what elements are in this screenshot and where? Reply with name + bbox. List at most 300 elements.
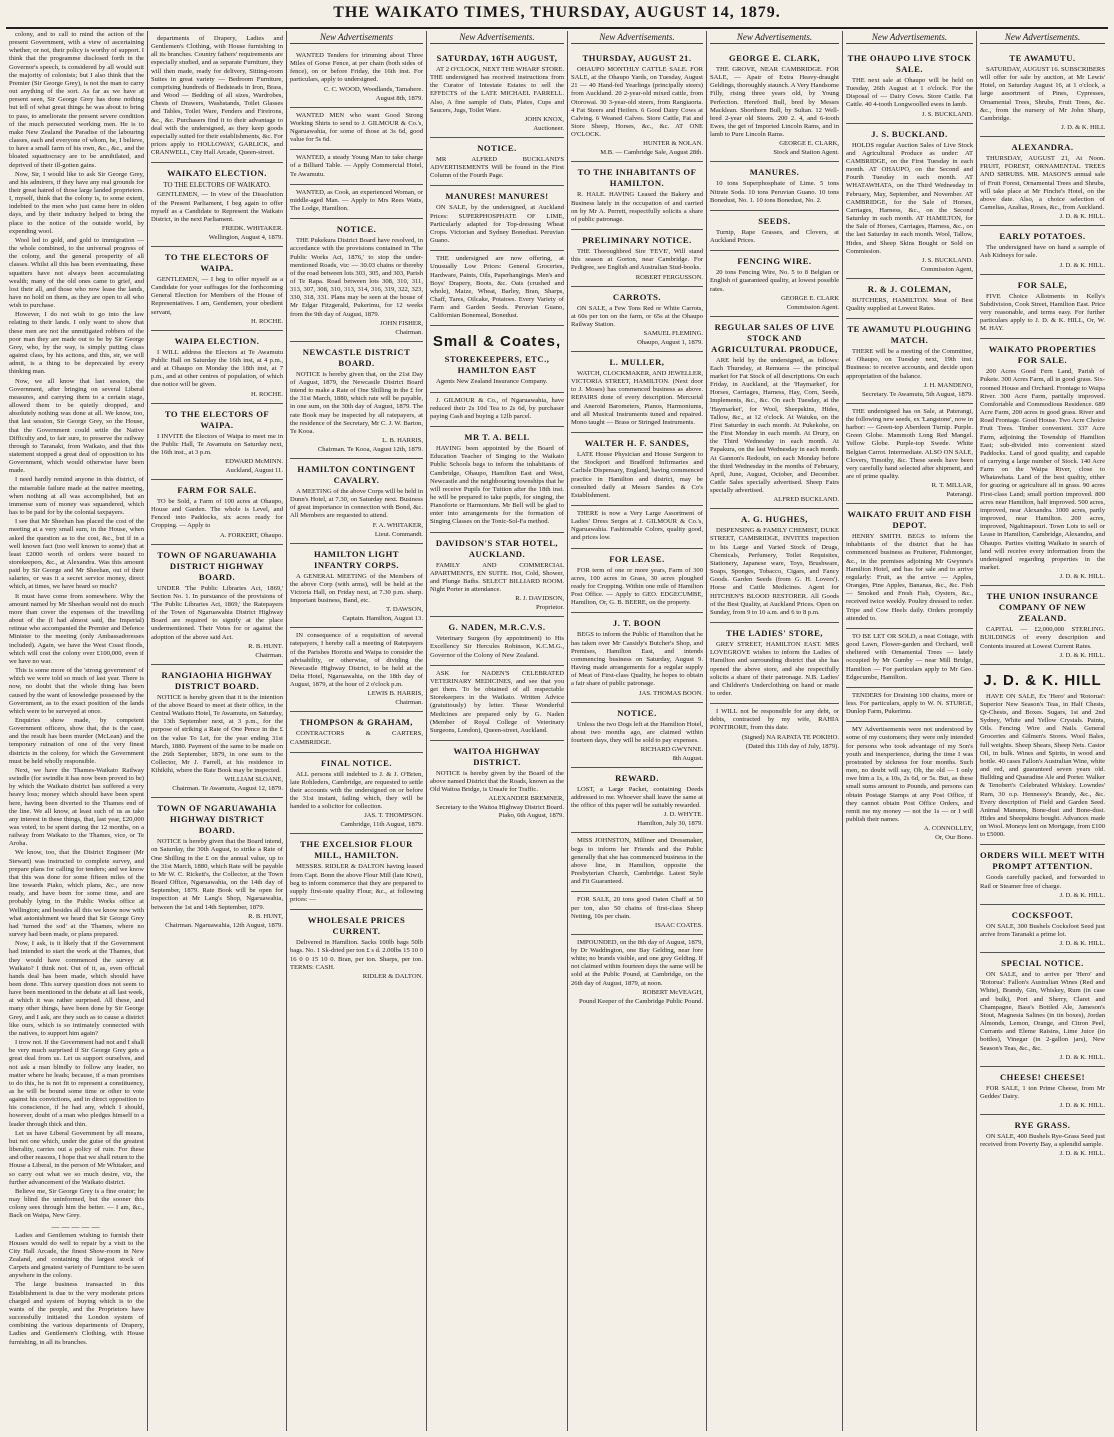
- advert-signature: J. D. & K. HILL.: [1059, 1150, 1105, 1158]
- advert-body: TENDERS for Draining 100 chains, more or less. For particulars, apply to W. N. STURGE, Dunlop Farm, Pukerimu.: [846, 691, 973, 716]
- advertisement: [151, 404, 283, 480]
- editorial-paragraph: colony, and to call to mind the action of the present Government, with a view of ascertaining whether, or not, their policy is worthy of support. I think that the programme disclosed forth in the Governor's speech, is considered by all would suit the majority of colonists; but I also think that the Premier (Sir George Grey), is not the man to carry out anything of the sort. As far as we have at present seen, Sir George Grey has done nothing but tell of what great things he was about to bring to pass, to ameliorate the present severe condition of the much persecuted working men. He is to make New Zealand the Paradise of the labouring classes, each and everyone of whom, he, I believe, to have a small farm of his own, &c., &c., and the bloated squattocracy are to be annihilated, and deprived of their ill-gotten gains.: [9, 31, 144, 169]
- advert-dateline: Chairman. Te Awamutu, August 12, 1879.: [172, 785, 283, 793]
- advert-dateline: Secretary to the Waitoa Highway District Board. Piako, 6th August, 1879.: [435, 804, 564, 820]
- advert-continued: [151, 31, 283, 163]
- advert-signature: J. S. BUCKLAND.: [921, 256, 973, 264]
- advert-dateline: M.B. — Cambridge Sale, August 28th.: [600, 149, 703, 157]
- advert-body: LOST, a Large Packet, containing Deeds addressed to me. Whoever shall leave the same at the office of this paper will be suitably rewarded.: [571, 785, 703, 810]
- advert-signature: J. D. & K. HILL: [1061, 124, 1105, 132]
- advert-signature: J. D. & K. HILL.: [1059, 891, 1105, 899]
- advertisement: [980, 137, 1105, 226]
- advert-body: NOTICE is hereby given that it is the intention of the above Board to meet at their office, in the Central Waikato Hotel, Te Awamutu, on Saturday, the 13th September next, at 3 p.m., for the purpose of striking a Rate of One Pence in the £ on the value To Let, for the year ending 31st March, 1880. Payment of the same to be made on the 26th September, 1879, in one sum to the Collector, Mr J. Farrell, at his residence in Kihikihi, where the Rate Book may be inspected.: [151, 693, 283, 775]
- advertisement: [980, 275, 1105, 340]
- advert-signature: GEORGE E. CLARK,: [779, 140, 839, 148]
- column-3-advertisements: [286, 31, 426, 1431]
- advert-title: WHOLESALE PRICES CURRENT.: [307, 915, 406, 937]
- editorial-paragraph: However, I do not wish to go into the law relating to their lands. I only want to show that these men are not the unmitigated robbers of the poor man they are made out to be by Sir George Grey, who, by the way, is simply putting class against class, by his actions, and this, sir, we will admit, is a thing to be deprecated by every thinking man.: [9, 311, 144, 376]
- advert-body: FAMILY AND COMMERCIAL APARTMENTS, EN SUITE. Hot, Cold, Shower, and Plunge Baths. SELECT BILLIARD ROOM. Night Porter in attendance.: [430, 561, 564, 594]
- advert-body: IN consequence of a requisition of several ratepayers, I hereby call a meeting of Ratepayers of the Parishes Horotiu and Waipa to consider the advisability, or otherwise, of dividing the Newcastle Highway District, to be held at the Delta Hotel, Ngaruawahia, on the 18th day of August, 1879, at the hour of 2 o'clock p.m.: [290, 632, 423, 689]
- advert-signature: H. ROCHE.: [250, 390, 283, 398]
- advert-title: HAMILTON CONTINGENT CAVALRY.: [297, 464, 416, 485]
- advertisement: [290, 185, 423, 219]
- advertisement: [980, 339, 1105, 586]
- advert-body: TO BE LET OR SOLD, a neat Cottage, with good Lawn, Flower-garden and Orchard, well sheltered with Ornamental Trees — lately occupied by Mr Gumby — near Mill Bridge, Hamilton — For particulars apply to Mr Geo. Edgecumbe, Hamilton.: [846, 632, 973, 681]
- advertisement: [290, 219, 423, 342]
- advert-body: NOTICE is hereby given by the Board of the above named District that the Roads, known as the Old Waitoa Bridge, is Unsafe for Traffic.: [430, 769, 564, 794]
- advertisement: [290, 108, 423, 151]
- advert-signature: ALEXANDER BREMNER,: [488, 795, 564, 803]
- advert-title: NOTICE.: [617, 707, 657, 718]
- advert-body: THE GROVE, NEAR CAMBRIDGE. FOR SALE, — Apair of Extra Heavy-draught Geldings, thoroughly staunch. A Very Handsome Filly, rising three years old, by Young Perfection. Hereford Bull, bred by Messrs Macklean. Shorthorn Bull, by Sultan. 12 Well-bred 2-year old Steers. 200 2. 4, and 6-tooth Ewes, the get of Imported Lincoln Rams, and in lamb to Pure Lincoln Rams.: [710, 66, 839, 139]
- advert-signature: FREDK. WHITAKER.: [221, 224, 283, 232]
- advert-body: THE undersigned are now offering, at Unusually Low Prices: General Groceries, Hardware, Paints, Oils, Paperhangings. Men's and Boys' Drapery, Boots, &c. Oats (crushed and whole), Maize, Wheat, Barley, Bran, Sharps, Chaff, Tares, Oilcake, Potatoes. Every Variety of Farm and Garden Seeds. Peruvian Guano, Californian Bonemeal, Bonedust.: [430, 255, 564, 320]
- advert-signature: H. ROCHE.: [250, 317, 283, 325]
- advert-body: ON SALE, and to arrive per 'Hero' and 'Rotorua': Fallon's Australian Wines (Red and White), Brandy, Gin, Whiskey, Rum (in case and bulk), Port and Sherry, Claret and Champagne, Bass's Bottled Ale, Jameson's Stout, Magnesia Salines (in tin boxes), Jordan Almonds, Lemon, Orange, and Citron Peel, Currants and Eleme Raisins, Lime Juice (in bottles), Vinegar (in 2-gallon jars), New Season's Teas, &c., &c.: [980, 971, 1105, 1052]
- advertisement: [290, 834, 423, 910]
- advert-dateline: Wellington, August 4, 1879.: [208, 233, 283, 241]
- advertisement: [571, 768, 703, 833]
- advert-body: I INVITE the Electors of Waipa to meet me in the Public Hall, Te Awamutu on Saturday next, the 16th inst., at 3 p.m.: [151, 432, 283, 456]
- advert-body: HAVING been appointed by the Board of Education Teacher of Singing to the Waikato Public Schools begs to inform the inhabitants of Cambridge, Ohaupo, Hamilton East and West, Newcastle and the neighbouring townships that he will receive Pupils for Tuition after the 18th inst. he will be prepared to take pupils, for singing, the Pianoforte or Harmonium. Mr Bell will be glad to enter into arrangements for the formation of Singing Classes on the Tonic-Sol-Fa method.: [430, 445, 564, 526]
- advert-signature: R. B. HUNT,: [248, 912, 283, 920]
- advert-body: FOR SALE, 1 ton Prime Cheese, from Mr Geddes' Dairy.: [980, 1084, 1105, 1100]
- advert-body: MR ALFRED BUCKLAND'S ADVERTISEMENTS Will be found in the First Column of the Fourth Page.: [430, 155, 564, 180]
- advert-body: BUTCHERS, HAMILTON. Meat of Best Quality supplied at Lowest Rates.: [846, 296, 973, 312]
- advertisement: [290, 910, 423, 985]
- advert-title: J. T. BOON: [612, 618, 662, 629]
- advert-dateline: Chairman.: [255, 651, 283, 659]
- advert-signature: ROBERT McVEAGH,: [642, 988, 703, 996]
- advertisement: [571, 230, 703, 286]
- advertisement: [151, 480, 283, 545]
- advertisement: [846, 404, 973, 504]
- advert-title: THE EXCELSIOR FLOUR MILL, HAMILTON.: [300, 839, 413, 861]
- advert-signature: JAS. T. THOMPSON.: [364, 812, 423, 820]
- advert-title: RANGIAOHIA HIGHWAY DISTRICT BOARD.: [161, 669, 273, 691]
- advert-title: WAITOA HIGHWAY DISTRICT.: [453, 745, 541, 767]
- advert-body: 10 tons Superphosphate of Lime. 5 tons Nitrate Soda. 10 tons Peruvian Guano. 10 tons Bonedust, No. 1. 10 tons Bonedust, No. 2.: [710, 180, 839, 204]
- advertisement: [430, 427, 564, 533]
- advert-title: THOMPSON & GRAHAM,: [300, 717, 413, 728]
- advert-title: WAIKATO ELECTION.: [167, 168, 267, 179]
- advert-body: WANTED, as Cook, an experienced Woman, or middle-aged Man. — Apply to Mrs Rees Watts, The Lodge, Hamilton.: [290, 188, 423, 213]
- editorial-paragraph: Believe me, Sir George Grey is a fine orator; he may blind the uninformed, but the sooner this colony sees through him the better. — I am, &c., Back on Waipa, New Grey.: [9, 1187, 144, 1220]
- advertisement: [151, 798, 283, 933]
- advert-body: THE next sale at Ohaupo will be held on Tuesday, 26th August at 1 o'clock. For the Disposal of — Dairy Cows. Store Cattle. Fat Cattle. 40 4-tooth Longwoolled ewes in lamb.: [846, 77, 973, 109]
- advert-signature: GEORGE E. CLARK: [780, 294, 839, 302]
- advert-signature: J. S. BUCKLAND.: [921, 110, 973, 118]
- advert-title: SEEDS.: [758, 215, 791, 226]
- advert-body: NOTICE is hereby given that the Board intend, on Saturday, the 30th August, to strike a Rate of One Shilling in the £ on the annual value, up to the 31st March, 1880, which Rate will be payable to Mr W. C. Rickett's, the Collector, at the Town Board Office, Ngaruawahia, on the 14th day of September, 1879. Rate Book will be open for inspection at Mr Lang's Shop, Ngaruawahia, between the 1st and 14th September, 1879.: [151, 838, 283, 911]
- advert-title: GEORGE E. CLARK,: [728, 53, 821, 63]
- advert-title: COCKSFOOT.: [1011, 909, 1074, 920]
- advert-signature: (Signed) NA RAPATA TE POKIHO.: [741, 733, 839, 741]
- advert-signature: C. C. WOOD, Woodlands, Tamahere.: [323, 85, 423, 93]
- column-8-advertisements: [976, 31, 1108, 1431]
- advert-body: CAPITAL — £2,000,000 STERLING. BUILDINGS of every description and Contents insured at Lowest Current Rates.: [980, 626, 1105, 650]
- advert-signature: ALFRED BUCKLAND.: [773, 496, 839, 504]
- advertisement: [430, 251, 564, 326]
- advert-body: DISPENSING & FAMILY CHEMIST, DUKE STREET, CAMBRIDGE, INVITES inspection to his Large and Varied Stock of Drugs, Chemicals, Perfumery, Toilet Requisites, Stationery, Japanese ware, Toys, Brushware, Soaps, Sponges, Tobacco, Cigars, and Fancy Goods. Garden Seeds (from G. H. Lovers'). Horse and Cattle Medicines. Agent for HITCHEN'S BLOOD RESTORER. All Goods of the Best Quality, at Auckland Prices. Open on Sunday, from 9 to 10 a.m. and 6 to 8 p.m.: [710, 527, 839, 616]
- advertisement: [430, 617, 564, 665]
- advertisement: [846, 688, 973, 722]
- advert-body: WANTED Tenders for trimming about Three Miles of Gorse Fence, at per chain (both sides of fence), on or before Friday, the 16th inst. For particulars, apply to undersigned.: [290, 52, 423, 84]
- advert-body: FOR term of one or more years, Farm of 300 acres, 100 acres in Grass, 30 acres ploughed ready for Cropping. Within one mile of Hamilton Post Office. — Apply to GEO. EDGECUMBE, Hamilton, Or, G. B. BEERE, on the property.: [571, 566, 703, 607]
- column-1-editorial: [6, 31, 147, 1431]
- advert-title: MANURES.: [749, 167, 800, 178]
- advertisement: [290, 459, 423, 544]
- advert-title: J. S. BUCKLAND.: [871, 128, 948, 139]
- editorial-paragraph: Now, I ask, is it likely that if the Government had intended to start the work at the Thames, that they would have commenced the survey at Waikato? I think not. Out of it, as, even official hands deal has been made, which should have been done. This survey question does not seem to have been mentioned in the debate at all last week, at which it was rather surprised. All these, and many other things, have been done by Sir George Grey, and I ask, are they such as to cause a district like ours, which is so intimately connected with the natives, to support him again?: [9, 940, 144, 1037]
- advert-body: 200 Acres Good Fern Land, Parish of Pukete. 300 Acres Farm, all in good grass. Six-roomed House and Orchard. Frontage to Waipa River. 300 Acre Farm, partially improved. Comfortable and Commodious Residence. 689 Acre Farm, 200 acres in good grass. River and Road Frontage. Good House. Two Acre Choice Fruit Trees. Timber convenient. 337 Acre Farm, adjoining the Township of Hamilton East; sub-divided into convenient sized Paddocks. Land of good quality, and capable of carrying a large number of Stock. 140 Acre Farm on the Waipa River, close to Whatawhata. Land of the best quality, either for grazing or agriculture all in grass. 90 acres First-class Land; small portion improved. 800 acres near Hamilton, half improved. 500 acres, improved, near Alexandra. 1000 acres, partly improved, near Hamilton. 200 acres, improved, Ngahinapouri. Town Lots to sell or Lease in Hamilton, Cambridge, Alexandra, and Ohaupo. Parties visiting Waikato in search of land will receive every information from the undersigned regarding properties in the market.: [980, 368, 1105, 572]
- advertisement: [151, 665, 283, 799]
- advert-dateline: August 8th, 1879.: [375, 94, 423, 102]
- advert-signature: J. D. & K. HILL.: [1059, 213, 1105, 221]
- advertisement: [846, 48, 973, 124]
- editorial-paragraph: Let us have Liberal Government by all means, but not one which, under the guise of the greatest liberality, carries out a policy of ruin. For these and other reasons, I hope that we shall return to the House a Liberal, in the person of Mr Whitaker, and so carry out what we so much desire, viz, the further advancement of the Waikato district.: [9, 1129, 144, 1186]
- advert-dateline: Secretary. Te Awamutu, 5th August, 1879.: [861, 390, 973, 398]
- column-7-advertisements: [842, 31, 976, 1431]
- advert-dateline: Chairman.: [395, 328, 423, 336]
- column-4-advertisements: [426, 31, 567, 1431]
- column-5-advertisements: [567, 31, 706, 1431]
- column-heading: New Advertisements.: [710, 31, 839, 44]
- advert-title: WAIKATO PROPERTIES FOR SALE.: [988, 344, 1097, 366]
- advert-dateline: Commission Agent,: [920, 265, 973, 273]
- editorial-paragraph: Next, we have the Thames-Waikato Railway swindle (for swindle it has now been proved to be) by which the Waikato district has suffered a very heavy loss; money which should have been spent here, having been diverted to the Thames end of the line. We all know, at least such of us as take any interest in these things, that, last year, £20,000 was voted, to be spent during the 12 months, on a railway from Waikato to the Thames, vice, or Te Aroha.: [9, 766, 144, 848]
- advert-signature: ISAAC COATES.: [655, 921, 703, 929]
- masthead: THE WAIKATO TIMES, THURSDAY, AUGUST 14, 1879.: [333, 4, 781, 21]
- advertisement: [571, 892, 703, 934]
- advert-body: NOTICE is hereby given that, on the 21st Day of August, 1879, the Newcastle District Board intend to make a Rate of One Shilling in the £ for the 31st March, 1880, which rate will be payable, in one sum, on the 30th day of August, 1879. The rate Book may be inspected by all ratepayers, at the residence of the Secretary, Mr C. J. W. Barton, Te Kooa.: [290, 370, 423, 435]
- advert-body: ARE held by the undersigned, as follows: Each Thursday, at Remuera — the principal market for Fat Stock of all descriptions. On each Friday, in Auckland, at the 'Haymarket', for Horses, Carriages, Harness, Hay, Corn, Seeds, Implements, &c., &c. On each Tuesday, at the 'Haymarket', for Wool, Sheepskins, Hides, Tallow, &c., at 12 o'clock. At Waiuku, on the First Saturday in each month. At Pukekohe, on the First Monday in each month. At Drury, on the Third Wednesday in each month. At Papakura, on the last Wednesday in each month. At Gannon's Redoubt, on each Monday before the third Wednesday in the months of February, April, June, August, October, and December. Cattle Sales specially advertised. Sheep Fairs specially advertised.: [710, 356, 839, 495]
- advert-body: THE Pukekura District Board have resolved, in accordance with the provisions contained in 'The Public Works Act, 1876,' to stop the under-mentioned Roads, viz: — 30.03 chains or thereby of the road between lots 303, 305, and 303, Parish of Te Rapa. Road between lots 308, 310, 311, 313, 307, 308, 310, 313, 314, 316, 319, 322, 323, 330, 318, 331. Plans may be seen at the house of Mr Edgar Fitzgerald, Pukerimu, for 12 weeks from the 9th day of August, 1879.: [290, 237, 423, 318]
- advert-dateline: Chairman. Te Kooa, August 12th, 1879.: [317, 446, 423, 453]
- advert-title: WAIKATO FRUIT AND FISH DEPOT.: [847, 509, 972, 531]
- advertisement: [290, 753, 423, 835]
- advert-body: HAVE ON SALE, Ex 'Hero' and 'Rotorua': Superior New Season's Teas, in Half Chests, Qr-Chests, and Boxes. Sugars, 1st and 2nd Sydney, White and Yellow Crystals. Paints, Oils. Fencing Wire and Nails. General Groceries and Gilmen's Stores. Wool Bales, full weights. Sheep Shears, Sheep Nets. Castor Oil, in bulk. Wines and Spirits, in wood and bottle. 40 cases Fallon's Australian Wine, white and red, and guaranteed seven years old. Bullding and Quaradine Ale and Porter. Walker & Tenobert's Celebrated Whiskey. Lowndes' Rum, 30 o.p. Hennessy's Brandy, &c., &c. Every description of Field and Garden Seed. Animal Manures, Bone-dust and Bone-dust. Hides and Sheepskins bought. Advances made on Wool. Moneys lent on Mortgage, from £100 to £5000.: [980, 692, 1105, 839]
- advert-title: WAIPA ELECTION.: [174, 335, 260, 346]
- advert-title: TE AWAMUTU.: [1009, 53, 1076, 63]
- advertisement: [430, 48, 564, 138]
- advert-body: THERE is now a Very Large Assortment of Ladies' Dress Serges at J. GILMOUR & Co.'s, Ngaruawahia. Fashionable Colors, quality good, and prices low.: [571, 510, 703, 542]
- advert-signature: R. J. DAVIDSON,: [515, 595, 564, 603]
- advert-body: The undersigned have on hand a sample of Ash Kidneys for sale.: [980, 244, 1105, 260]
- advert-signature: J. D. & K. HILL.: [1059, 651, 1105, 659]
- editorial-paragraph: I trow not. If the Government had not and I shall be very much surprised if Sir George Grey gets a great deal from us. Let us support ourselves, and not ask a man blindly to follow any leader, no matter where he leads; because, if a man promises to do this, he is not fit to represent a constituency, as he will be bound some time or other to vote against his convictions, and in direct opposition to his conscience, if he had any, which I should, however, doubt of a man who pledges himself to a leader through thick and thin.: [9, 1039, 144, 1128]
- advertisement: [571, 549, 703, 614]
- advert-dateline: Hamilton, July 30, 1879.: [637, 820, 703, 828]
- advert-signature: LEWIS B. HARRIS,: [367, 690, 423, 698]
- advert-body: ON SALE, by the undersigned, at Auckland Prices: SUPERPHOSPHATE OF LIME, Particularly adapted for Top-dressing Wheat Crops. Victorian and Sydney Bonedust. Peruvian Guano.: [430, 204, 564, 245]
- advertisement: [571, 48, 703, 162]
- advert-title: R. & J. COLEMAN,: [867, 283, 952, 294]
- advert-body: GENTLEMEN, — In view of the Dissolution of the Present Parliament, I beg again to offer myself as a Candidate to Represent the Waikato District, in the next Parliament.: [151, 191, 283, 223]
- advert-body: THURSDAY, AUGUST 21, At Noon. FRUIT, FOREST, ORNAMENTAL TREES AND SHRUBS. MR. MASON'S annual sale of Fruit Forest, Ornamental Trees and Shrubs, will take place at Mr Finche's Hotel, on the above date. Also, a choice selection of Camelias, Azalias, Roses, &c., from Auckland.: [980, 155, 1105, 212]
- advert-title: STOREKEEPERS, ETC., HAMILTON EAST: [444, 354, 550, 376]
- advertisement: [980, 845, 1105, 904]
- advert-body: Goods carefully packed, and forwarded to Rail or Steamer free of charge.: [980, 874, 1105, 890]
- advertisement: [846, 319, 973, 404]
- advert-signature: J. D. & K. HILL.: [1059, 940, 1105, 948]
- advertisement: [710, 211, 839, 251]
- advert-display-heading: Small & Coates,: [432, 333, 562, 351]
- advert-title: L. MULLER,: [609, 356, 665, 367]
- advertisement: [430, 666, 564, 741]
- advert-body: ALL persons still indebted to J. & J. O'Brien, late Rohleders, Cambridge, are requested to settle their accounts with the undersigned on or before the 31st instant, failing which, they will be handed to a solicitor for collection.: [290, 770, 423, 811]
- advert-signature: J. D. & K. HILL.: [1059, 1101, 1105, 1109]
- masthead-rule: [6, 27, 1108, 29]
- advertisement: [980, 226, 1105, 274]
- advert-body: ON SALE, a Few Tons Red or White Carrots, at 60s per ton on the farm, or 65s at the Ohaupo Railway Station.: [571, 304, 703, 328]
- advert-dateline: Pound Keeper of the Cambridge Public Pound.: [579, 997, 703, 1005]
- advert-body: THERE will be a meeting of the Committee, at Ohaupo, on Tuesday next, 19th inst. Business: to receive accounts, and decide upon appropriation of the balance.: [846, 348, 973, 380]
- advert-title: MR T. A. BELL: [464, 432, 530, 443]
- advert-title: NEWCASTLE DISTRICT BOARD.: [302, 346, 411, 368]
- column-heading: New Advertisements.: [980, 31, 1105, 44]
- advert-dateline: Auckland, August 11.: [225, 467, 283, 474]
- advertisement: [430, 186, 564, 251]
- advertisement: [846, 722, 973, 846]
- advert-body: OHAUPO MONTHLY CATTLE SALE. FOR SALE, at the Ohaupo Yards, on Tuesday, August 21 — 40 Hand-fed Yearlings (principally steers) from Auckland. 20 2-year-old mixed cattle, from Otorowai. 30 3-year-old steers, from Rangiaoria. 4 Fat Steers and Heifers. 6 Good Dairy Cows at Calving. 6 Weaned Calves. Store Cattle, Fat and Store Sheep, Horses, &c., &c. AT ONE O'CLOCK.: [571, 66, 703, 139]
- advertisement: [430, 393, 564, 427]
- advert-title: CHEESE! CHEESE!: [999, 1071, 1086, 1082]
- advert-body: TO be Sold, a Farm of 100 acres at Ohaupo, House and Garden. The whole is Level, and Fenced into Paddocks, six acres ready for Cropping. — Apply to: [151, 498, 283, 530]
- advertisement: [430, 326, 564, 392]
- column-heading: New Advertisements.: [846, 31, 973, 44]
- advert-signature: F. A. WHITAKER,: [372, 521, 423, 529]
- advert-signature: A. FORKERT, Ohaupo.: [219, 531, 283, 539]
- advert-body: GREY STREET, HAMILTON EAST. MRS LOVEGROVE wishes to inform the Ladies of Hamilton and surrounding district that she has opened the above store, and she respectfully solicits a share of their patronage. N.B. Ladies' and Children's Underclothing on hand or made to order.: [710, 641, 839, 697]
- advertisement: [980, 905, 1105, 953]
- editorial-paragraph: We know, too, that the District Engineer (Mr Stewart) was instructed to complete survey, and prepare plans for calling for tenders; and we know that this was done for some fifteen miles of the line towards Piako, which plans, &c., are now ready, and have been for some time, and are probably lying in the Public Works office at Wellington; and besides all this we know now with what astonishment we heard that Sir George Grey had 'turned the sod' at the Thames, where no survey had been made, or plans prepared.: [9, 849, 144, 939]
- advert-title: CARROTS.: [612, 291, 662, 302]
- advert-title: NOTICE.: [336, 224, 377, 235]
- editorial-paragraph: I see that Mr Sheehan has placed the cost of the meeting at a very small sum, in the House, when asked the question as to the cost, &c., but if in a well known fact (too well known to some) that at least £2000 worth of orders were issued to storekeepers, &c., at Alexandra. Was this amount paid by Sir George and Mr Sheehan, out of their salaries, or was it a secret service money, direct which, at times, we have heard so much?: [9, 518, 144, 591]
- advertisement: [290, 544, 423, 629]
- advert-signature: J. H. MANDENO,: [923, 381, 973, 389]
- advertisement: [710, 251, 839, 316]
- advert-body: WANTED MEN who want Good Strong Working Shirts to send to J. GILMOUR & Co.'s, Ngaruawahia, for some of those at 3s 6d, good value for 5s 6d.: [290, 111, 423, 144]
- advertisement: [571, 433, 703, 506]
- advert-title: RYE GRASS.: [1014, 1119, 1071, 1130]
- advert-body: 20 tons Fencing Wire, No. 5 to 8 Belgian or English of guaranteed quality, at lowest possible rates.: [710, 269, 839, 293]
- advert-signature: RICHARD GWYNNE.: [640, 745, 703, 753]
- advert-body: Unless the two Dogs left at the Hamilton Hotel, about two months ago, are claimed within fourteen days, they will be sold to pay expenses.: [571, 720, 703, 744]
- advertisement: [571, 935, 703, 1010]
- advert-body: ON SALE, 300 Bushels Cocksfoot Seed just arrive from Taranaki a prime lot.: [980, 922, 1105, 938]
- advert-signature: R. B. HUNT.: [248, 642, 283, 650]
- advert-title: HAMILTON LIGHT INFANTRY CORPS.: [313, 548, 400, 570]
- advert-signature: J. D. & K. HILL.: [1059, 573, 1105, 581]
- advert-title: SPECIAL NOTICE.: [1001, 958, 1084, 969]
- advert-title: REWARD.: [615, 772, 659, 783]
- advertisement: [571, 506, 703, 549]
- advertisement: [846, 504, 973, 629]
- advert-dateline: (Dated this 11th day of July, 1879).: [745, 742, 839, 750]
- advert-title: TE AWAMUTU PLOUGHING MATCH.: [847, 324, 972, 346]
- advert-signature: J. D. & K. HILL.: [1059, 261, 1105, 269]
- advert-display-heading: J. D. & K. HILL: [983, 671, 1102, 689]
- advert-body: THE undersigned has on Sale, at Paterangi, the following new seeds, ex 'Langstone', now in harbor: — Green-top Aberdeen Turnip. Purple. Green Globe. Mammoth Long Red Mangel. Yellow Globe. Purple-top Swede. White Belgian Carrot. Intermediate. ALSO ON SALE, Clovers, Timothy, &c. These seeds have been very carefully hand selected after shipment, and are of prime quality.: [846, 407, 973, 480]
- advert-signature: JOHN FISHER,: [380, 319, 423, 327]
- advert-dateline: Proprietor.: [535, 604, 564, 612]
- advert-title: THE UNION INSURANCE COMPANY OF NEW ZEALAND.: [986, 591, 1099, 624]
- advert-title: FOR SALE,: [1017, 279, 1068, 290]
- column-rule: —————: [51, 1221, 102, 1231]
- advert-dateline: Cambridge, 11th August, 1879.: [340, 821, 423, 829]
- editorial-paragraph: This is some more of the 'strong government' of which we were told so much of last year. There is now, no doubt that the whole thing has been caused by the want of knowledge possessed by the Government, as to the exact position of the lands which were to be surveyed at once.: [9, 667, 144, 715]
- advert-title: DAVIDSON'S STAR HOTEL, AUCKLAND.: [435, 537, 559, 559]
- advert-dateline: Captain. Hamilton, August 13.: [342, 615, 423, 623]
- editorial-paragraph: Wool led to gold, and gold to immigration — the whole combined, to the universal progress of the colony, and the general prosperity of all classes. Whilst all this has been eventuating, these squatters have not always been accumulating wealth; many of the old ones came to grief, and lost their all, and those who now lease the lands, have no hold on them, as they are open to all who wish to purchase.: [9, 236, 144, 310]
- advert-body: I WILL address the Electors at Te Awamutu Public Hall on Saturday the 16th inst, at 4 p.m., and at Ohaupo on Monday the 18th inst, at 7 p.m., and at other centres of population, of which due notice will be given.: [151, 348, 283, 389]
- advert-title: FINAL NOTICE.: [321, 757, 392, 768]
- advert-title: REGULAR SALES OF LIVE STOCK AND AGRICULTURAL PRODUCE,: [711, 321, 838, 354]
- advertisement: [846, 629, 973, 688]
- advertisement: [151, 163, 283, 247]
- advertisement: [571, 162, 703, 230]
- advertisement: [571, 613, 703, 702]
- advert-subtitle: TO THE ELECTORS OF WAIKATO.: [163, 181, 271, 190]
- advertisement: [710, 317, 839, 510]
- advert-signature: JOHN KNOX,: [524, 115, 564, 123]
- advert-signature: WILLIAM SLOANE,: [224, 776, 283, 784]
- advert-signature: HUNTER & NOLAN.: [643, 140, 703, 148]
- advert-title: TO THE ELECTORS OF WAIPA.: [164, 251, 270, 273]
- advert-body: UNDER 'The Public Libraries Act, 1869,' Section No. 1. In pursuance of the provisions of 'The Public Libraries Act, 1869,' the Ratepayers of the Town of Ngaruawahia District Highway Board are required to signify at the place undermentioned. Their Votes for or against the adoption of the above said Act.: [151, 584, 283, 641]
- advert-signature: RIDLER & DALTON.: [362, 972, 423, 980]
- editorial-paragraph: Enquiries show made, by competent Government officers, show that, the is the case, and the result has been murder (McLean) and the temporary ruination of one of the very finest districts in the colony, for which the Government must be held wholly responsible.: [9, 716, 144, 765]
- advertisement: [710, 48, 839, 162]
- advert-signature: L. B. HARRIS,: [382, 437, 423, 444]
- advert-title: ORDERS WILL MEET WITH PROMPT ATTENTION.: [980, 850, 1105, 872]
- advert-body: THE Thoroughbred Sire 'FEVE', Will stand this season at Gorton, near Cambridge. For Pedigree, see English and Australian Stud-books.: [571, 248, 703, 272]
- advert-body: HENRY SMITH. BEGS to inform the inhabitants of the district that he has commenced business as Fruiterer, Fishmonger, &c., in the premises adjoining Mr Gwynne's Hamilton Hotel, and has for sale and to arrive regularly: Fruit, as the arrive — Apples, Oranges, Pine Apples, Bananas, &c., &c. Fish — Smoked and Fresh Fish, Oysters, &c., received twice weekly. Poultry dressed to order. Tripe and Cow Heels daily. Orders promptly attended to.: [846, 533, 973, 622]
- advert-body: Agents New Zealand Insurance Company.: [436, 378, 548, 386]
- column-heading: New Advertisements: [290, 31, 423, 44]
- advert-dateline: Auctioneer.: [533, 124, 564, 132]
- advertisement: [710, 509, 839, 623]
- column-2-notices: [147, 31, 286, 1431]
- editorial-paragraph: Now, Sir, I would like to ask Sir George Grey, and his admirers, if they have any real grounds for their great hatred of those large landed proprietors. I, myself, think that the colony is, to some extent, indebted to the men who just came here in olden days, and by their industry helped to bring the place to the notice of the outside world, by expending wool.: [9, 170, 144, 235]
- advert-body: LATE House Physician and House Surgeon to the Stockport and Bradford Infirmaries and Carlisle Dispensary, England, having commenced practice in Hamilton and district, may be consulted daily at Messrs Sandes & Co's Establishment.: [571, 451, 703, 499]
- advert-title: FOR LEASE.: [609, 553, 665, 564]
- advert-body: CONTRACTORS & CARTERS, CAMBRIDGE.: [290, 730, 423, 746]
- advert-body: SATURDAY, AUGUST 16. SUBSCRIBERS will offer for sale by auction, at Mr Lewis' Hotel, on Saturday August 16, at 1 o'clock, a large assortment of Pines, Cypresses, Ornamental Trees, Shrubs, Fruit Trees, &c. &c., from the nursery of Mr John Sharp, Cambridge.: [980, 66, 1105, 122]
- advert-body: MESSRS. RIDLER & DALTON having leased from Capt. Bonn the above Flour Mill (late Kiwi), beg to inform commerce that they are prepared to supply first-rate quality Flour, &c., at following prices: —: [290, 863, 423, 904]
- advert-body: BEGS to inform the Public of Hamilton that he has taken over Mr Cassidy's Butcher's Shop, and Premises, Hamilton East, and intends commencing business on Saturday, August 9. Having made arrangements for a regular supply of Meat of First-class Quality, he hopes to obtain a fair share of public patronage.: [571, 631, 703, 688]
- advert-body: FOR SALE, 20 tons good Oaten Chaff at 50 per ton, also 50 chains of first-class Sheep Netting, 10s per chain.: [571, 896, 703, 920]
- advertisement: [980, 1115, 1105, 1162]
- advertisement: [710, 162, 839, 210]
- advertisement: [571, 833, 703, 892]
- advert-signature: T. DAWSON,: [386, 606, 423, 614]
- advert-body: A MEETING of the above Corps will be held in Dunn's Hotel, at 7.30, on Saturday next. Business of great importance in connection with Bond, &c. All Members are requested to attend.: [290, 488, 423, 520]
- advert-body: WATCH, CLOCKMAKER, AND JEWELLER, VICTORIA STREET, HAMILTON. (Next door to J. Moses) has commenced business as above. REPAIRS done of every description. Mercurial and Aneroid Barometers, Pianos, Harmoniums, and all Musical Instruments tuned and repaired. Mono taught — Brass or Stringed Instruments.: [571, 369, 704, 426]
- advert-body: HOLDS regular Auction Sales of Live Stock and Agricultural Produce as under: AT CAMBRIDGE, on the First Tuesday in each month. AT OHAUPO, on the Second and Fourth Tuesday in each month. AT WHATAWHATA, on the Third Wednesday in February, May, September, and November. AT CAMBRIDGE, for the Sale of Horses, Carriages, Harness, &c., on the Second Saturday in each month. AT HAMILTON, for the Sale of Horses, Carriages, Harness, &c., on the last Saturday in each month. Wool, Tallow, Hides, and Sheep Skins Bought or Sold on Commission.: [846, 141, 973, 255]
- advert-body: Turnip, Rape Grasses, and Clovers, at Auckland Prices.: [710, 228, 839, 245]
- advert-body: J. GILMOUR & Co., of Ngaruawahia, have reduced their 2s 10d Tea to 2s 6d, by purchaser paying Cash and buying a 12lb parcel.: [430, 396, 564, 420]
- advert-title: G. NADEN, M.R.C.V.S.: [448, 622, 546, 633]
- advert-body: R. HALE. HAVING Leased the Bakery and Business lately in the occupation of and carried on by Mr A. Perrett, respectfully solicits a share of public patronage.: [571, 191, 703, 223]
- advertisement: [846, 124, 973, 279]
- advert-body: Delivered in Hamilton. Sacks 100lb bags 50lb bags. No. 1 Sk-dried per ton £ s d. 2.00lbs 15 10 0 16 0 0 15 10 0. Bran, per ton. Sharps, per ton. TERMS: CASH.: [290, 939, 423, 971]
- column-6-advertisements: [706, 31, 842, 1431]
- advert-body: IMPOUNDED, on the 8th day of August, 1879, by Dr Waddington, one Bay Gelding, near fore white; no brands visible, and one grey Gelding. If not claimed within fourteen days the same will be sold at the Public Pound, at Cambridge, on the 26th day of August, 1879, at noon.: [571, 938, 704, 987]
- advertisement: [151, 247, 283, 331]
- advertisement: [980, 586, 1105, 664]
- advert-body: MY Advertisements were not understood by some of my customers; they were only intended for persons who took advantage of my Son's youth and inexperience, during the time I was prostrated by sickness for four months. Such men, no doubt will say, Oh, the old — I only owe him a 1s, a 10s, 2s 6d, or 5s. But, as these small sums amount to Pounds, and persons can obtain Postage Stamps at any Post Office, if they cannot obtain Post Office Orders, and remit me my money — not the 1s — or I will publish their names.: [846, 726, 973, 823]
- advertisement: [290, 150, 423, 184]
- editorial-paragraph: Now, we all know that last session, the Government, after bringing on several Liberal measures, and carrying them to a certain stage, allowed them to be quietly dropped, and absolutely nothing was done at all. We know, too, that last session, Sir George Grey, so the House, that the Government could settle the Native Difficulty and, to fair sure, to preserve the railway through to Taranaki, from Waikato, and that this statement stopped a great deal of opposition to his Government, which would otherwise have been made.: [9, 377, 144, 475]
- advertisement: [290, 628, 423, 712]
- advertisement: [290, 48, 423, 108]
- advertisement: [846, 279, 973, 319]
- advert-paragraph: The large business transacted in this Establishment is due to the very moderate prices charged and system of buying which is to the wants of the people, and the Proprietors have successfully initiated the London system of combining the various departments of Drapery, Ladies and Gentlemen's Clothing, with House furnishing, in all its branches.: [9, 1281, 144, 1346]
- advert-body: GENTLEMEN, — I beg to offer myself as a Candidate for your suffrages for the forthcoming General Election for Members of the House of Representatives. I am, Gentlemen, your obedient servant,: [151, 275, 283, 316]
- advert-dateline: Chairman. Ngaruawahia, 12th August, 1879.: [165, 921, 283, 929]
- editorial-paragraph: I need hardly remind anyone in this district, of the miserable failure made at the native meeting, when nothing at all was accomplished, but an immense sum of money was squandered, which has to be paid for by the colonial taxpayers.: [9, 476, 144, 517]
- advert-title: FARM FOR SALE.: [177, 485, 257, 495]
- advertisement: [430, 741, 564, 824]
- advertisement: [980, 48, 1105, 137]
- column-heading: New Advertisements.: [571, 31, 703, 44]
- advert-title: THURSDAY, AUGUST 21.: [582, 53, 692, 63]
- advert-title: THE OHAUPO LIVE STOCK SALE.: [847, 53, 972, 74]
- advert-title: THE LADIES' STORE,: [726, 628, 823, 639]
- advert-body: WANTED, a steady Young Man to take charge of a Billiard Table. — Apply Commercial Hotel, Te Awamutu.: [290, 154, 423, 178]
- advertisement: [430, 533, 564, 618]
- advertisement: [151, 545, 283, 665]
- advert-dateline: Or, Our Bono.: [935, 834, 973, 842]
- advert-title: EARLY POTATOES.: [999, 231, 1086, 242]
- advertisement: [290, 342, 423, 459]
- advert-dateline: 8th August.: [672, 754, 703, 762]
- advert-signature: ROBERT FERGUSSON.: [635, 273, 703, 281]
- advert-body: I WILL not be responsible for any debt, or debts, contracted by my wife, RAHIA PONTIRORE, from this date.: [710, 708, 839, 732]
- advert-body: A GENERAL MEETING of the Members of the above Corp (with arms), will be held at the Victoria Hall, on Friday next, at 7.30 p.m. sharp. Important business, Band, etc.: [290, 572, 423, 605]
- advert-dateline: Ohaupo, August 1, 1879.: [637, 338, 703, 346]
- advertisement: [710, 704, 839, 754]
- advert-dateline: Commission Agent.: [786, 303, 839, 311]
- advertisement: [710, 623, 839, 704]
- advert-body: ON SALE, 400 Bushels Rye-Grass Seed just received from Poverty Bay, a splendid sample.: [980, 1132, 1105, 1149]
- advertisement: [151, 331, 283, 404]
- advert-body: AT 2 O'CLOCK, NEXT THE WHARF STORE. THE undersigned has received instructions from the Curator of Intestate Estates to sell the EFFECTS of the LATE MICHAEL FARRELL. Also, A fine sample of Oats, Plates, Cups and Saucers, Jugs, Toilet Ware.: [430, 66, 564, 114]
- advert-signature: SAMUEL FLEMING.: [643, 329, 703, 337]
- column-heading: New Advertisements.: [430, 31, 564, 44]
- advert-title: TOWN OF NGARUAWAHIA HIGHWAY DISTRICT BOARD.: [157, 803, 277, 836]
- advert-dateline: Lieut. Commandt.: [374, 530, 423, 538]
- advert-title: TOWN OF NGARUAWAHIA DISTRICT HIGHWAY BOARD.: [157, 549, 277, 582]
- advert-signature: J. D. & K. HILL.: [1059, 1053, 1105, 1061]
- advert-dateline: Paterangi.: [946, 491, 973, 499]
- advert-body: departments of Drapery, Ladies and Gentlemen's Clothing, with House furnishing in all its branches. Country fathers' requirements are especially studied, and as separate Furniture, they will then made, ready for delivery, Sitting-room Suites in great variety — Bedroom Furniture, comprising hundreds of Bedsteads in Iron, Brass, and Wood — Bedding of all sizes, Wardrobes, Chests of Drawers, Washstands, Toilet Glasses and Tables, Toilet Ware, Fenders and Fireirons, &c., &c. Purchasers find it to their advantage to deal with the undersigned, as they keep goods especially suited for their establishments, &c. For prices apply to HOLLOWAY, GARLICK, and CRANWELL, City Hall Arcade, Queen-street.: [151, 35, 283, 157]
- advert-signature: EDWARD McMINN.: [225, 458, 283, 465]
- advertisement: [290, 712, 423, 752]
- advert-title: A. G. HUGHES,: [741, 514, 808, 525]
- advert-title: TO THE ELECTORS OF WAIPA.: [164, 408, 270, 430]
- editorial-paragraph: It must have come from somewhere. Why the amount named by Mr Sheehan would not do much more than cover the expenses of the travelling about of the (I had almost said, the Imperial) retinue who accompanied the Premier and Defence Minister to the meeting (only Ambassadoresses included). Again, we have the West Coast floods, which will cost the colony over £100,000, even if we have no war.: [9, 592, 144, 665]
- advert-dateline: Stock and Station Agent.: [773, 149, 839, 157]
- advertisement: [980, 953, 1105, 1067]
- advert-title: WALTER H. F. SANDES,: [584, 438, 690, 449]
- advertisement: [980, 665, 1105, 846]
- advert-body: Veterinary Surgeon (by appointment) to His Excellency Sir Hercules Robinson, K.C.M.G., Governor of the Colony of New Zealand.: [430, 635, 564, 659]
- advertisement: [571, 352, 703, 433]
